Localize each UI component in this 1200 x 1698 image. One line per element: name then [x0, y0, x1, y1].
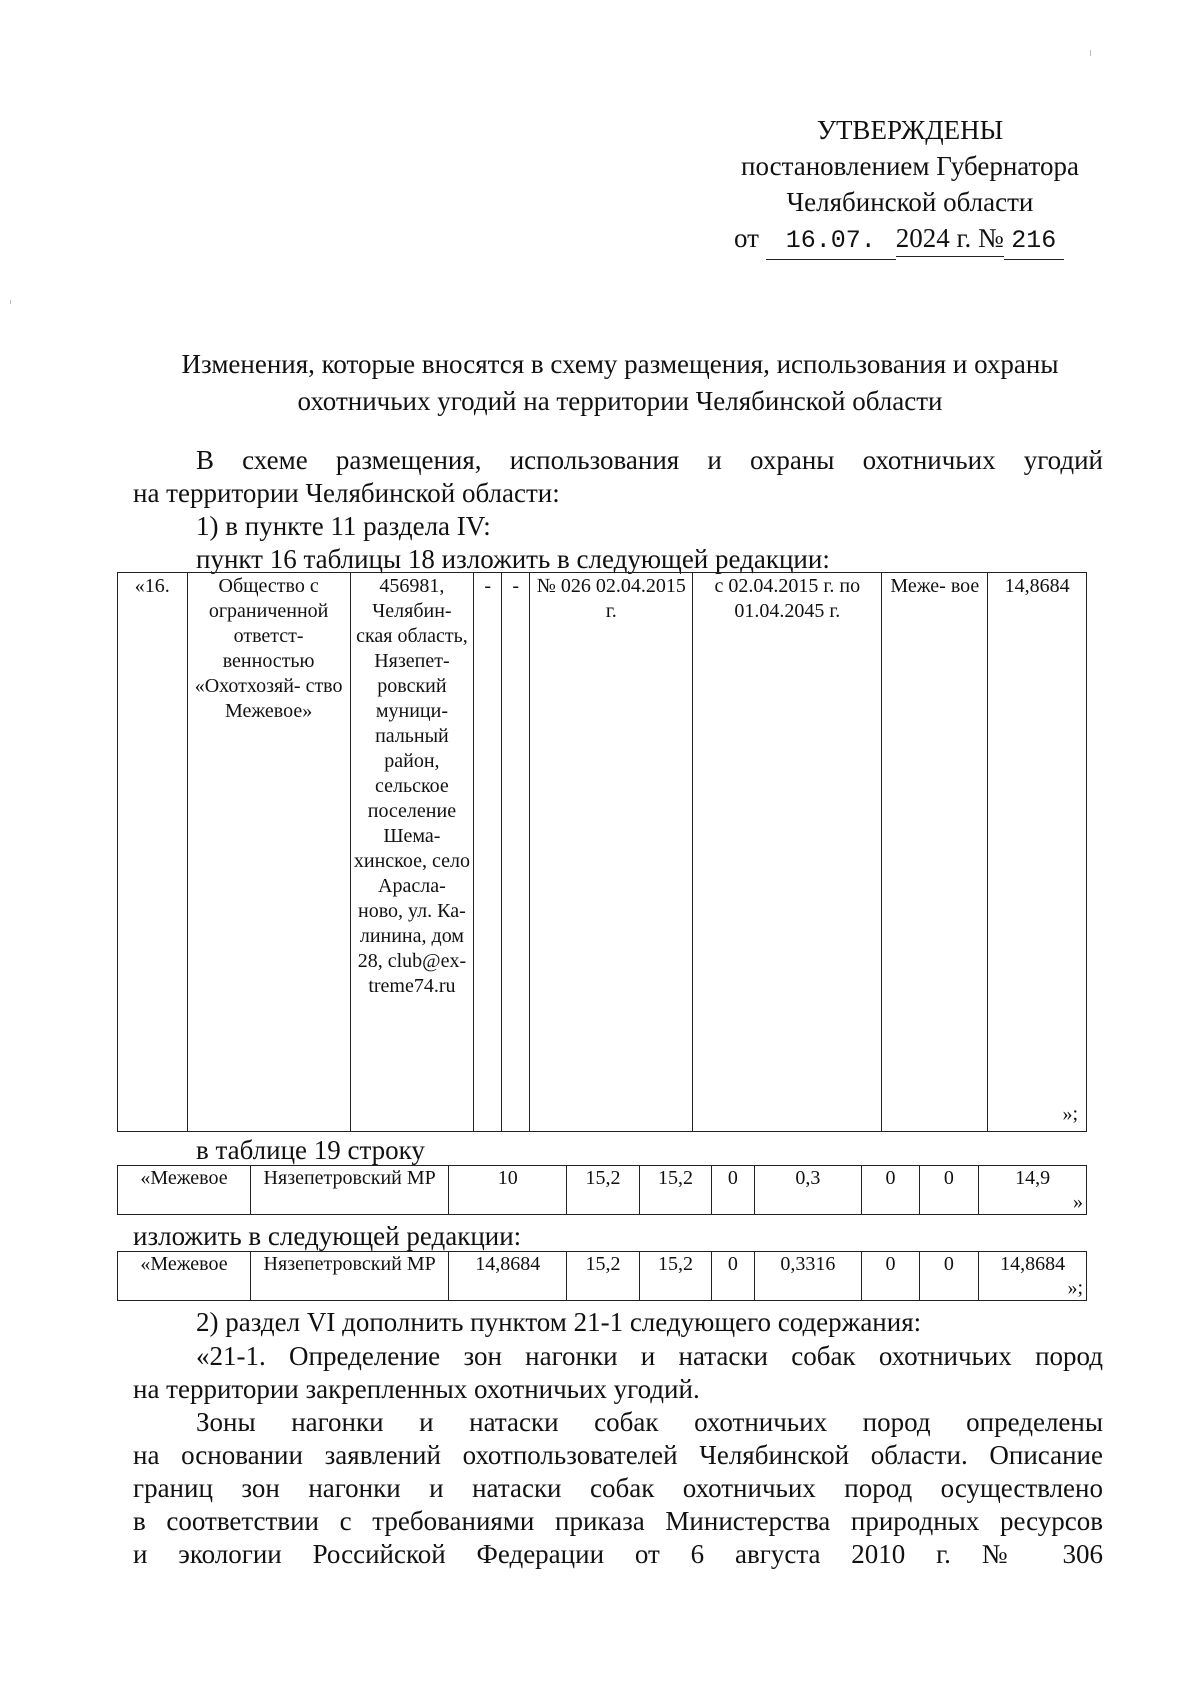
cell-value-4: 0: [712, 1252, 754, 1301]
cell-organization: Общество с ограниченной ответст- венностью «Охотхозяй- ство Межевое»: [187, 573, 350, 1132]
cell-value-6: 0: [862, 1252, 919, 1301]
cell-area: [988, 573, 1087, 1132]
cell-value-7: 0: [919, 1166, 978, 1215]
section-2-p2-line-1: Зоны нагонки и натаски собак охотничьих пород определены: [196, 1407, 1103, 1437]
cell-value-1: 14,8684: [449, 1252, 567, 1301]
cell-district: Нязепетровский МР: [250, 1252, 448, 1301]
cell-value-8-text: 14,8684: [1000, 1253, 1066, 1275]
cell-value-2: 15,2: [567, 1166, 640, 1215]
approval-line-3: Челябинской области: [786, 187, 1034, 217]
section-2-p2-line-4: в соответствии с требованиями приказа Министерства природных ресурсов: [133, 1506, 1103, 1536]
table-18-row-16: [117, 572, 1087, 1132]
scan-mark: [10, 300, 11, 304]
cell-district: Нязепетровский МР: [250, 1166, 448, 1215]
approval-date-handwritten: 16.07.: [766, 223, 896, 260]
approval-number-handwritten: 216: [1004, 223, 1064, 260]
cell-agreement: № 026 02.04.2015 г.: [530, 573, 693, 1132]
scan-mark: [1090, 50, 1091, 56]
approval-date-line: [720, 220, 1100, 260]
cell-value-6: 0: [862, 1166, 919, 1215]
table-19-old-row: [117, 1165, 1087, 1215]
cell-end-quote: »: [1073, 1191, 1083, 1213]
approval-title: УТВЕРЖДЕНЫ: [816, 115, 1004, 145]
intro-line-2: на территории Челябинской области:: [133, 478, 560, 508]
document-title: [140, 346, 1100, 420]
cell-value-5: 0,3316: [754, 1252, 862, 1301]
cell-value-2: 15,2: [567, 1252, 640, 1301]
cell-value-5: 0,3: [754, 1166, 862, 1215]
table-row: [118, 1252, 1087, 1301]
table-19-mid-text: изложить в следующей редакции:: [133, 1221, 522, 1251]
cell-dash-2: -: [502, 573, 530, 1132]
cell-value-4: 0: [712, 1166, 754, 1215]
table-19-new-row: [117, 1251, 1087, 1301]
cell-area-end-quote: »;: [1062, 1103, 1078, 1125]
cell-name: «Межевое: [118, 1252, 251, 1301]
section-2-p1-line-1: «21-1. Определение зон нагонки и натаски собак охотничьих пород: [196, 1341, 1103, 1371]
cell-value-3: 15,2: [639, 1166, 712, 1215]
intro-line-1: В схеме размещения, использования и охраны охотничьих угодий: [196, 445, 1103, 475]
document-title-line-2: охотничьих угодий на территории Челябинской области: [297, 386, 943, 416]
cell-name: «Межевое: [118, 1166, 251, 1215]
section-2-p2-line-5: и экологии Российской Федерации от 6 августа 2010 г. № 306: [133, 1539, 1103, 1569]
cell-value-1: 10: [449, 1166, 567, 1215]
section-2-p2-line-2: на основании заявлений охотпользователей Челябинской области. Описание: [133, 1440, 1103, 1470]
cell-value-7: 0: [919, 1252, 978, 1301]
section-2-item: 2) раздел VI дополнить пунктом 21-1 следующего содержания:: [196, 1307, 922, 1337]
approval-from-prefix: от: [734, 223, 759, 253]
cell-value-8: [979, 1252, 1087, 1301]
cell-hunting-ground-name: Меже- вое: [882, 573, 988, 1132]
cell-area-value: 14,8684: [1004, 575, 1070, 597]
cell-value-3: 15,2: [639, 1252, 712, 1301]
cell-value-8: [979, 1166, 1087, 1215]
intro-item-1-sub: пункт 16 таблицы 18 изложить в следующей редакции:: [196, 544, 830, 574]
cell-term: с 02.04.2015 г. по 01.04.2045 г.: [693, 573, 882, 1132]
section-2-p1-line-2: на территории закрепленных охотничьих угодий.: [133, 1374, 700, 1404]
table-row: [118, 573, 1087, 1132]
document-title-line-1: Изменения, которые вносятся в схему размещения, использования и охраны: [181, 349, 1059, 379]
cell-address: 456981, Челябин- ская область, Нязепет- ровский муници- пальный район, сельское поселение Шема- хинское, село Арасла- ново, ул. Ка- линина, дом 28, club@ex- treme74.ru: [350, 573, 474, 1132]
table-19-intro: в таблице 19 строку: [196, 1135, 425, 1165]
approval-block: [720, 112, 1100, 260]
cell-number: «16.: [118, 573, 188, 1132]
cell-value-8-text: 14,9: [1015, 1167, 1051, 1189]
cell-end-quote: »;: [1067, 1277, 1083, 1299]
approval-line-2: постановлением Губернатора: [741, 151, 1079, 181]
table-row: [118, 1166, 1087, 1215]
section-2-p2-line-3: границ зон нагонки и натаски собак охотничьих пород осуществлено: [133, 1473, 1103, 1503]
intro-item-1: 1) в пункте 11 раздела IV:: [196, 511, 491, 541]
approval-year: 2024 г. №: [896, 220, 1004, 257]
cell-dash-1: -: [474, 573, 502, 1132]
